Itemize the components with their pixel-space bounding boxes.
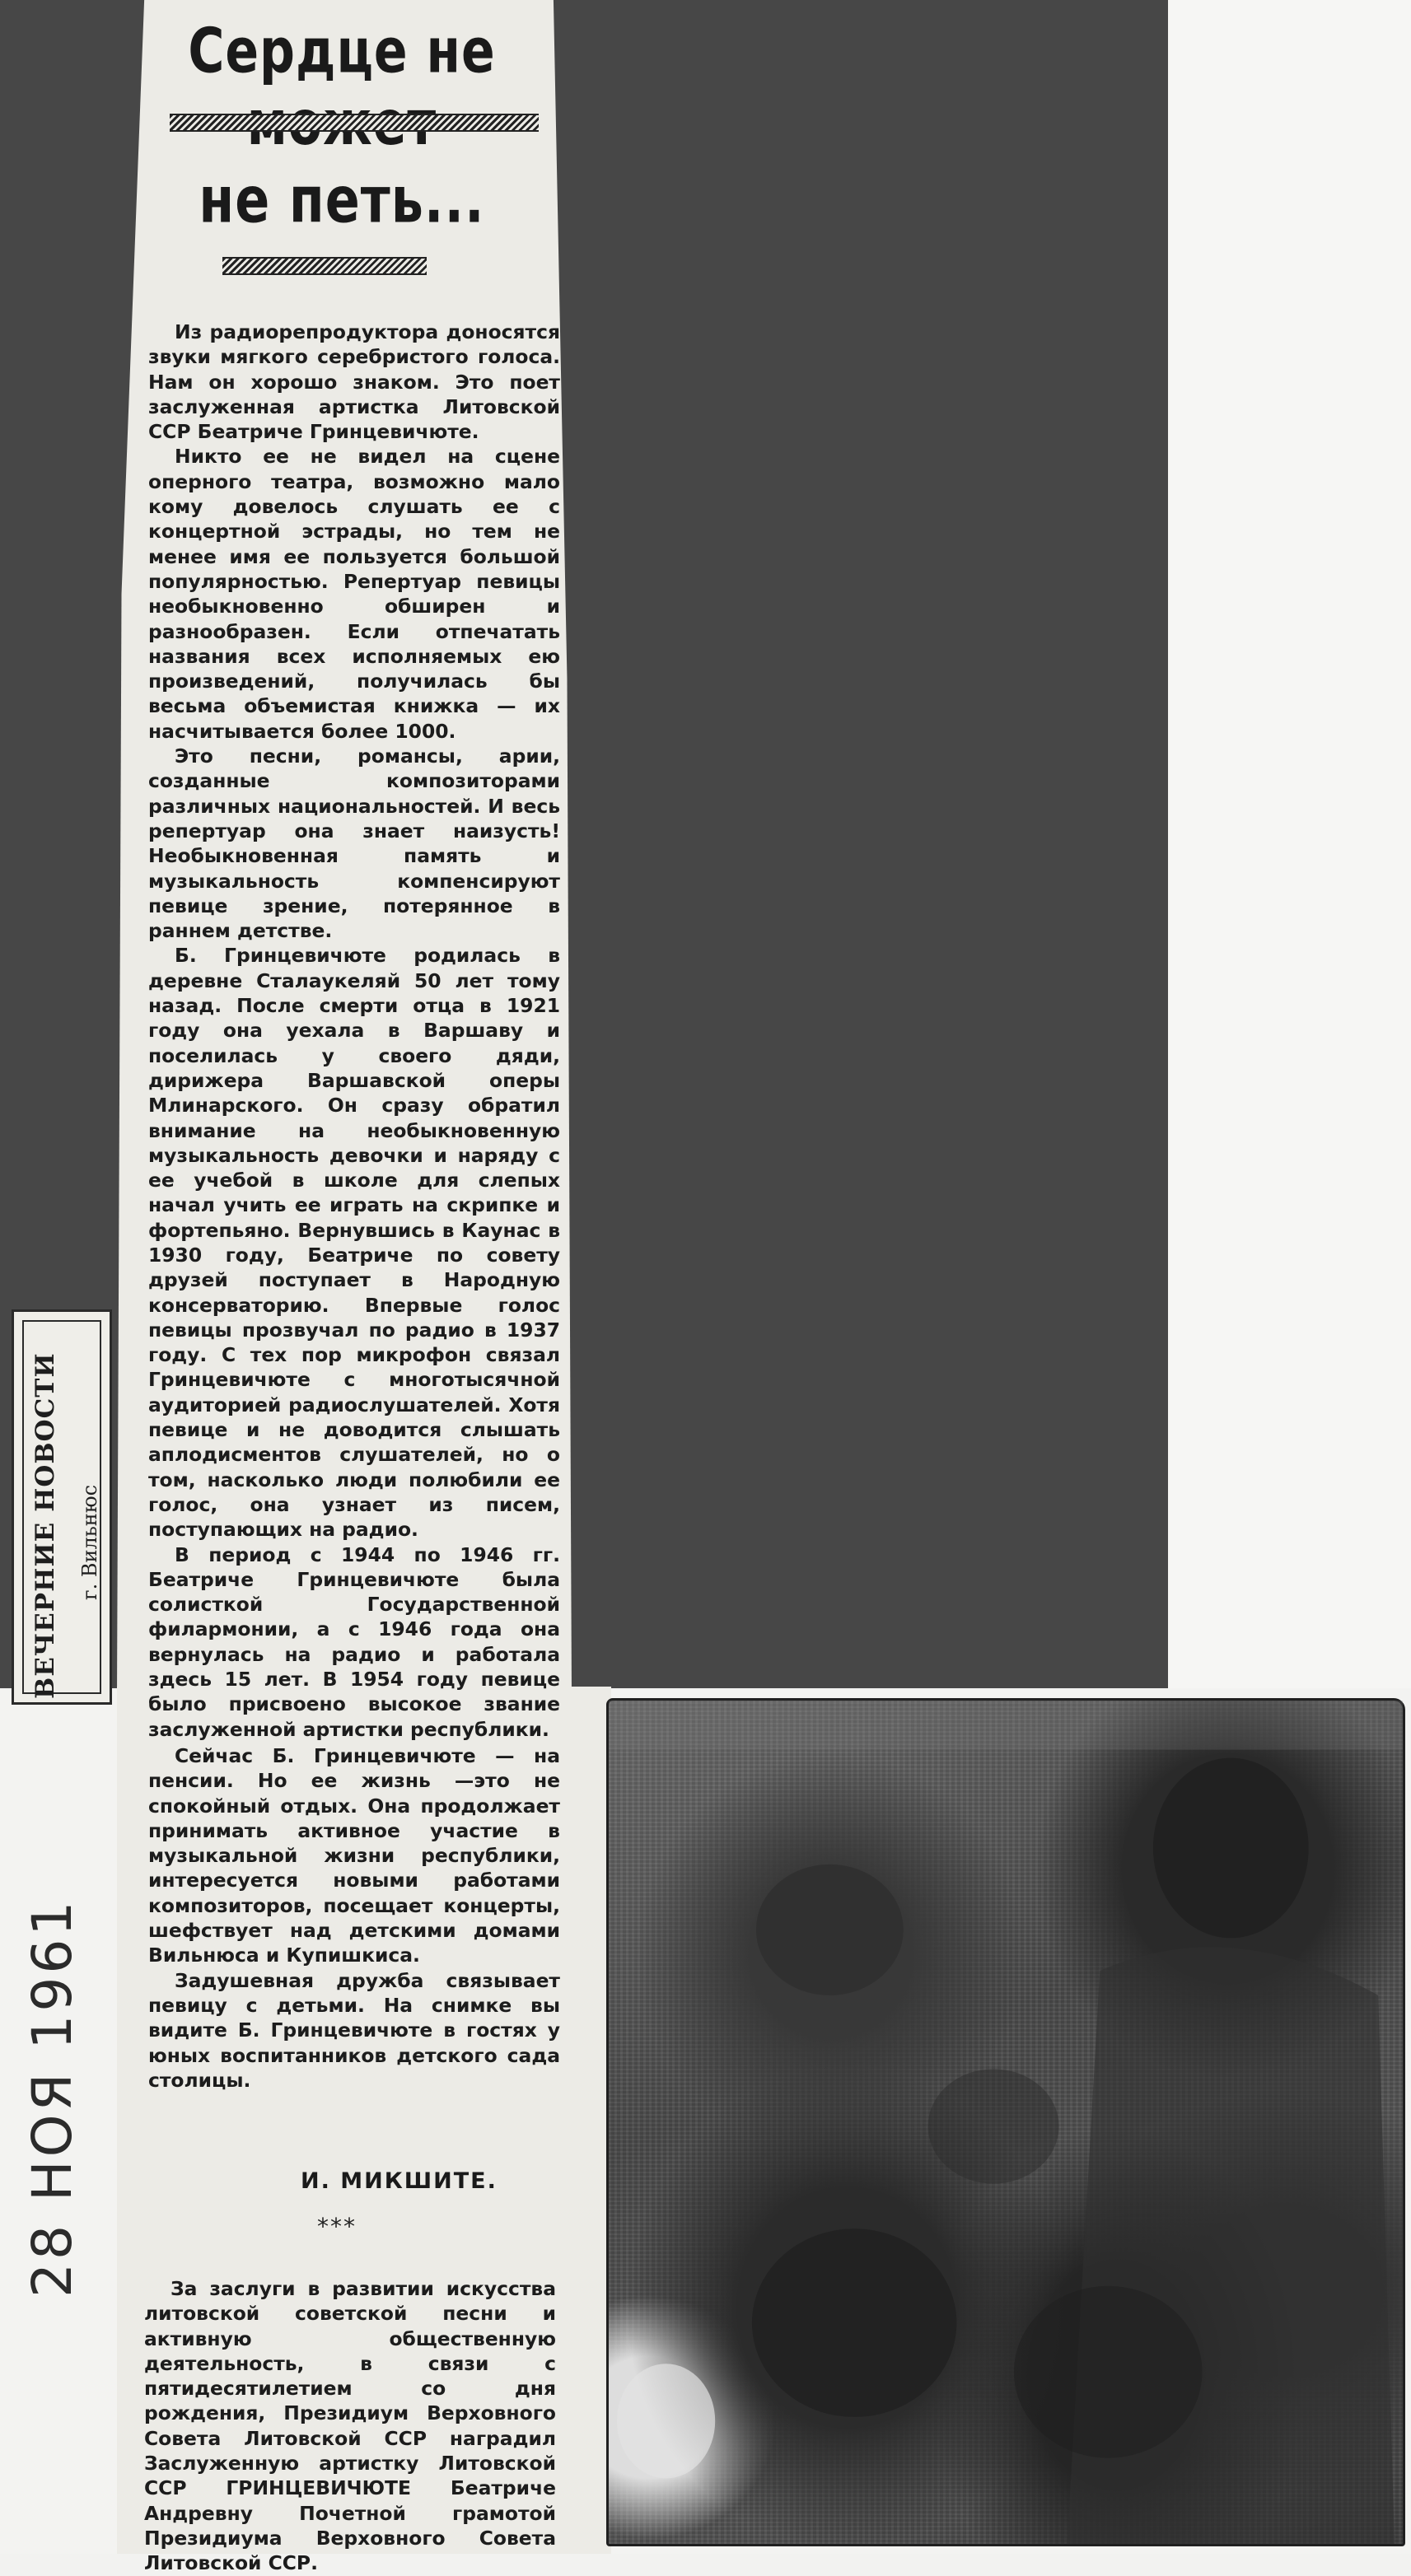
article-paragraph: Из радиорепродуктора доносятся звуки мягкого серебристого голоса. Нам он хорошо знаком. Это поет заслуженная артистка Литовской ССР Беатриче Гринцевичюте. (148, 320, 560, 444)
photo-texture (609, 1701, 1403, 2544)
headline-line-2: не петь... (199, 161, 485, 238)
photo-child-head (756, 1864, 904, 1995)
article-paragraph: Это песни, романсы, арии, созданные композиторами различных национальностей. И весь репертуар она знает наизусть! Необыкновенная память и музыкальность компенсируют певице зрение, потерянное в раннем детстве. (148, 744, 560, 943)
award-notice (144, 2276, 556, 2576)
article-paragraph: Сейчас Б. Гринцевичюте — на пенсии. Но ее жизнь —это не спокойный отдых. Она продолжает принимать активное участие в музыкальной жизни республики, интересуется новыми работами композиторов, посещает концерты, шефствует над детскими домами Вильнюса и Купишкиса. (148, 1744, 560, 1967)
separator-stars (317, 2215, 399, 2238)
article-paragraph: Никто ее не видел на сцене оперного театра, возможно мало кому довелось слушать ее с концертной эстрады, но тем не менее имя ее пользуется большой популярностью. Репертуар певицы необыкновенно обширен и разнообразен. Если отпечатать названия всех исполняемых ею произведений, получилась бы весьма объемистая книжка — их насчитывается более 1000. (148, 445, 560, 743)
article-paragraph: Б. Гринцевичюте родилась в деревне Сталаукеляй 50 лет тому назад. После смерти отца в 1921 году она уехала в Варшаву и поселилась у своего дяди, дирижера Варшавской оперы Млинарского. Он сразу обратил внимание на необыкновенную музыкальность девочки и наряду с ее учебой в школе для слепых начал учить ее играть на скрипке и фортепьяно. Вернувшись в Каунас в 1930 году, Беатриче по совету друзей поступает в Народную консерваторию. Впервые голос певицы прозвучал по радио в 1937 году. С тех пор микрофон связал Гринцевичюте с многотысячной аудиторией радиослушателей. Хотя певице и не доводится слышать аплодисментов слушателей, но о том, насколько люди полюбили ее голос, она узнает из писем, поступающих на радио. (148, 944, 560, 1542)
photo-child-head (752, 2228, 956, 2417)
photo-window-band (609, 1701, 1403, 1750)
photo-figure-head (1153, 1758, 1309, 1939)
photo-children-with-singer (606, 1698, 1405, 2546)
article-column-bottom (148, 1743, 560, 2093)
article-paragraph: В период с 1944 по 1946 гг. Беатриче Гринцевичюте была солисткой Государственной филармонии, а с 1946 года она вернулась на радио и работала здесь 15 лет. В 1954 году певице было присвоено высокое звание заслуженной артистки республики. (148, 1542, 560, 1741)
photo-child-head (928, 2069, 1059, 2183)
source-stamp (12, 1309, 112, 1705)
author-signature: И. МИКШИТЕ. (301, 2168, 498, 2194)
right-margin (1168, 0, 1411, 1696)
photo-highlight (617, 2364, 715, 2478)
separator-text: *** (317, 2213, 357, 2240)
award-paragraph: За заслуги в развитии искусства литовской советской песни и активную общественную деятельность, в связи с пятидесятилетием со дня рождения, Президиум Верховного Совета Литовской ССР наградил Заслуженную артистку Литовской ССР ГРИНЦЕВИЧЮТЕ Беатриче Андревну Почетной грамотой Президиума Верховного Совета Литовской ССР. (144, 2277, 556, 2575)
stamp-city: г. Вильнюс (78, 1484, 101, 1600)
date-stamp: 28 НОЯ 1961 (21, 1897, 84, 2298)
article-paragraph: Задушевная дружба связывает певицу с детьми. На снимке вы видите Б. Гринцевичюте в гостях у юных воспитанников детского сада столицы. (148, 1968, 560, 2092)
article-column-top (148, 320, 560, 1742)
decorative-rule (170, 114, 539, 132)
stamp-newspaper-name: ВЕЧЕРНИЕ НОВОСТИ (30, 1352, 60, 1699)
decorative-rule (222, 257, 427, 275)
photo-child-head (1014, 2286, 1203, 2458)
headline-line-1: Сердце не (188, 15, 496, 87)
